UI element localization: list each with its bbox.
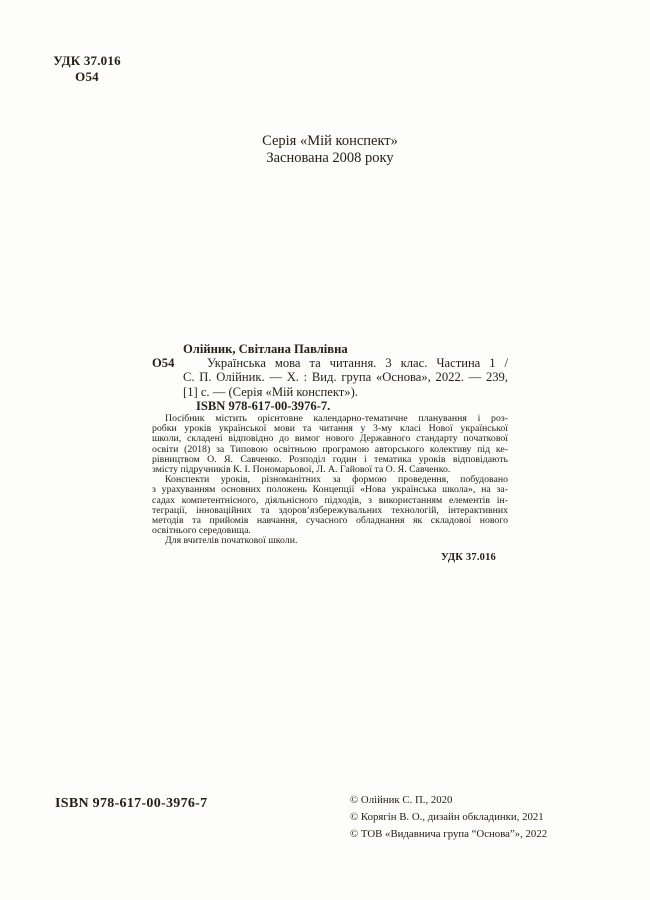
- catalog-isbn: ISBN 978-617-00-3976-7.: [196, 398, 331, 413]
- annotation-block: [152, 414, 508, 563]
- annotation-line: рівництвом О. Я. Савченко. Розподіл годин і тематика уроків відповідають: [152, 453, 508, 465]
- catalog-title: Українська мова та читання. 3 клас. Частина 1 /: [207, 356, 508, 371]
- annotation-line: Конспекти уроків, різноманітних за формою проведення, побудовано: [165, 474, 508, 486]
- copyright-line: © ТОВ «Видавнича група “Основа”», 2022: [350, 828, 548, 840]
- series-founded: Заснована 2008 року: [266, 149, 394, 166]
- annotation-line: робки уроків української мови та читання у 3-му класі Нової української: [152, 423, 508, 435]
- author-sign: О54: [75, 68, 99, 84]
- copyright-line: © Олійник С. П., 2020: [350, 794, 453, 806]
- catalog-collation: [1] с. — (Серія «Мій конспект»).: [183, 384, 358, 399]
- annotation-line: освітнього середовища.: [152, 525, 251, 537]
- copyright-list: [350, 792, 547, 843]
- udk-number: УДК 37.016: [53, 53, 121, 68]
- annotation-line: змісту підручників К. І. Пономарьової, Л. А. Гайової та О. Я. Савченко.: [152, 464, 451, 476]
- catalog-title-row: [152, 356, 508, 370]
- annotation-line: школи, складені відповідно до вимог нового Державного стандарту початкової: [152, 433, 508, 445]
- catalog-author-mark: О54: [152, 356, 175, 371]
- annotation-line: методів та прийомів навчання, сучасного обладнання як складової нового: [152, 515, 508, 527]
- annotation-line: з урахуванням основних положень Концепції «Нова українська школа», на за-: [152, 484, 508, 496]
- annotation-line: садах компетентнісного, діяльнісного підходів, з використанням елементів ін-: [152, 494, 508, 506]
- copyright-line: © Корягін В. О., дизайн обкладинки, 2021: [350, 811, 544, 823]
- series-title: Серія «Мій конспект»: [262, 133, 398, 149]
- annotation-audience: Для вчителів початкової школи.: [165, 535, 298, 547]
- udk-classification-block: [53, 53, 121, 84]
- annotation-line: Посібник містить орієнтовне календарно-тематичне планування і роз-: [165, 413, 508, 424]
- annotation-line: теграції, інноваційних та здоров’язбережувальних технологій, інтерактивних: [152, 504, 508, 516]
- footer-isbn: ISBN 978-617-00-3976-7: [55, 796, 208, 811]
- catalog-imprint: С. П. Олійник. — Х. : Вид. група «Основа», 2022. — 239,: [183, 370, 508, 385]
- catalog-card: [152, 342, 508, 413]
- udk-reference: УДК 37.016: [441, 551, 496, 563]
- annotation-line: освіти (2018) за Типовою освітньою програмою авторського колективу під ке-: [152, 443, 508, 455]
- catalog-author: Олійник, Світлана Павлівна: [183, 342, 348, 356]
- series-block: [152, 133, 508, 166]
